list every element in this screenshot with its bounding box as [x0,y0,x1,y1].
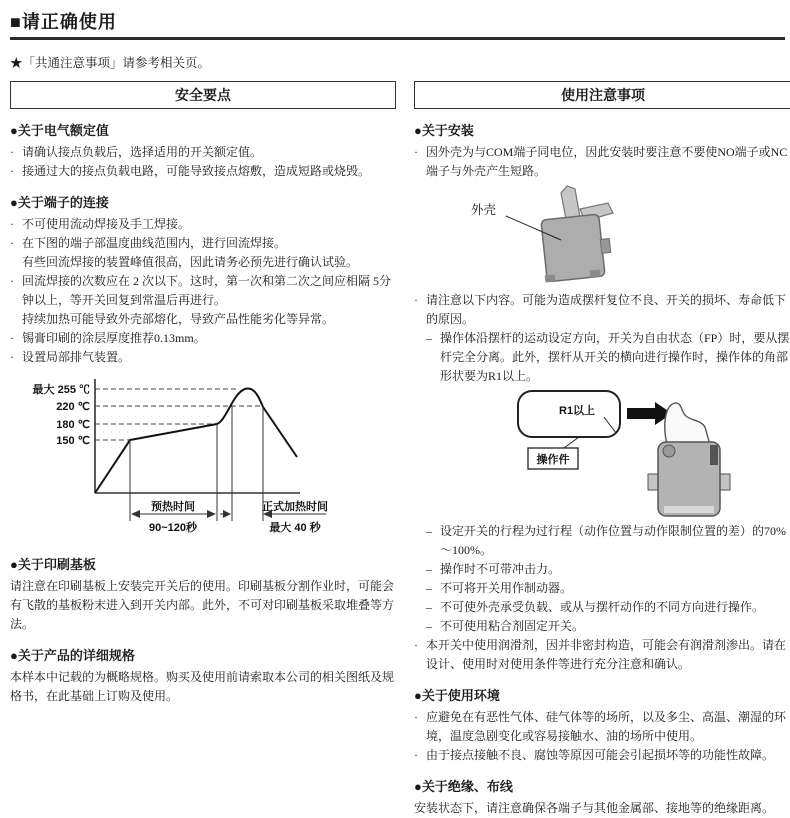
dash-icon: – [426,562,432,576]
list-item-text: 不可使外壳承受负载、或从与摆杆动作的不同方向进行操作。 [440,600,765,614]
dash-icon: – [426,581,432,595]
section-heading-terminal [10,192,396,211]
list-item-text: 应避免在有恶性气体、硅气体等的场所，以及多尘、高温、潮湿的环境，温度急剧变化或容易接触水、油的场所中使用。 [426,710,787,743]
spec-body-text: 本样本中记载的为概略规格。购买及使用前请索取本公司的相关图纸及规格书，在此基础上订购及使用。 [10,670,395,703]
bullet-icon: · [10,217,14,231]
list-item [414,636,790,674]
y-tick-255: 最大 255 ℃ [32,384,90,396]
arrow-right-icon [223,510,231,518]
arrow-left-icon [131,510,140,518]
two-column-layout [10,81,790,818]
bullet-icon: · [10,164,14,178]
actuator-label: 操作件 [536,454,570,466]
y-tick-180: 180 ℃ [56,419,90,431]
section-title: 关于绝缘、布线 [421,779,513,794]
list-item-dash [414,522,790,560]
list-item-text: 不可使用流动焊接及手工焊接。 [22,217,191,231]
section-title: 关于使用环境 [421,688,500,703]
safety-column [10,81,396,818]
list-item-dash [414,617,790,636]
section-heading-insulation [414,776,790,795]
temperature-curve [95,388,297,493]
bullet-icon: · [414,145,418,159]
section-heading-rating [10,120,396,139]
bullet-icon: · [10,236,14,250]
arrow-right-icon [207,510,216,518]
list-item-text: 接通过大的接点负载电路，可能导致接点熔敷，造成短路或烧毁。 [22,164,371,178]
section-marker-icon: ● [414,688,422,703]
bullet-icon: · [10,350,14,364]
list-item-text: 锡膏印刷的涂层厚度推荐0.13mm。 [22,331,206,345]
list-item [414,143,790,181]
y-tick-220: 220 ℃ [56,401,90,413]
dash-icon: – [426,524,432,538]
list-item-text: 不可使用粘合剂固定开关。 [440,619,585,633]
common-precautions-note: ★「共通注意事项」请参考相关页。 [10,56,211,70]
reflow-temperature-chart [4,373,339,543]
pcb-body-text: 请注意在印刷基板上安装完开关后的使用。印刷基板分割作业时，可能会有飞散的基板粉末进入到开关内部。此外，不可对印刷基板采取堆叠等方法。 [10,579,395,631]
list-item-text: 在下图的端子部温度曲线范围内，进行回流焊接。 [22,236,287,250]
switch-lever [561,186,580,219]
section-marker-icon: ● [10,648,18,663]
list-item [10,348,396,367]
section-title: 关于印刷基板 [17,557,96,572]
section-marker-icon: ● [414,779,422,794]
list-item [414,708,790,746]
list-item-dash [414,598,790,617]
main-heat-time-label: 最大 40 秒 [269,522,321,534]
usage-column [414,81,790,818]
r1-min-label: R1以上 [559,405,596,417]
section-title: 关于端子的连接 [17,195,109,210]
section-title: 关于安装 [421,123,474,138]
section-heading-pcb [10,554,396,573]
insulation-body-text: 安装状态下，请注意确保各端子与其他金属部、接地等的绝缘距离。 [414,801,775,815]
detector-switch-illustration [541,186,613,283]
list-item [10,329,396,348]
dash-icon: – [426,600,432,614]
housing-label: 外壳 [471,203,497,217]
bullet-icon: · [10,274,14,288]
section-heading-spec [10,645,396,664]
list-item-text: 操作体沿摆杆的运动设定方向，开关为自由状态（FP）时，要从摆杆完全分离。此外，摆杆从开关的横向进行操作时，操作体的角部形状要为R1以上。 [440,331,790,383]
preheat-time-label: 90~120秒 [148,522,198,534]
usage-box-title: 使用注意事项 [414,81,790,109]
bullet-icon: · [10,145,14,159]
section-title: 关于产品的详细规格 [17,648,135,663]
list-item-text: 操作时不可带冲击力。 [440,562,561,576]
page-title [10,8,785,40]
bullet-icon: · [414,293,418,307]
bullet-icon: · [414,748,418,762]
list-item-dash [414,560,790,579]
list-item-dash [414,329,790,386]
list-item-text: 设定开关的行程为过行程（动作位置与动作限制位置的差）的70%～100%。 [440,524,786,557]
section-marker-icon: ● [10,123,18,138]
bullet-icon: · [414,638,418,652]
list-item-text: 请确认接点负载后，选择适用的开关额定值。 [22,145,263,159]
actuator-r1-diagram [414,388,790,520]
list-item-text: 因外壳为与COM端子同电位，因此安装时要注意不要使NO端子或NC端子与外壳产生短路。 [426,145,788,178]
list-item-continuation: 持续加热可能导致外壳部熔化，导致产品性能劣化等异常。 [22,312,335,326]
section-marker-icon: ● [414,123,422,138]
preheat-label: 预热时间 [151,501,195,513]
list-item-continuation: 有些回流焊接的装置峰值很高，因此请务必预先进行确认试验。 [22,255,359,269]
list-item-text: 请注意以下内容。可能为造成摆杆复位不良、开关的损坏、寿命低下的原因。 [426,293,787,326]
housing-diagram [414,183,790,289]
list-item-text: 不可将开关用作制动器。 [440,581,573,595]
list-item [10,162,396,181]
list-item-dash [414,579,790,598]
section-title: 关于电气额定值 [17,123,109,138]
page-title-text: 请正确使用 [21,12,117,32]
list-item [10,215,396,234]
list-item [414,291,790,329]
section-marker-icon: ● [10,557,18,572]
y-tick-150: 150 ℃ [56,435,90,447]
main-heat-label: 正式加热时间 [262,501,328,513]
section-heading-mounting [414,120,790,139]
dash-icon: – [426,619,432,633]
title-square-icon: ■ [10,12,22,32]
list-item-text: 由于接点接触不良、腐蚀等原因可能会引起损坏等的功能性故障。 [426,748,775,762]
section-heading-environment [414,685,790,704]
list-item-text: 本开关中使用润滑剂，因并非密封构造，可能会有润滑剂渗出。请在设计、使用时对使用条件等进行充分注意和确认。 [426,638,787,671]
section-marker-icon: ● [10,195,18,210]
list-item [10,143,396,162]
dash-icon: – [426,331,432,345]
bullet-icon: · [414,710,418,724]
list-item [10,234,396,253]
safety-box-title: 安全要点 [10,81,396,109]
bullet-icon: · [10,331,14,345]
list-item [10,272,396,310]
switch-lever [665,403,710,445]
list-item-text: 回流焊接的次数应在 2 次以下。这时，第一次和第二次之间应相隔 5分钟以上，等开关回复到常温后再进行。 [22,274,392,307]
list-item-text: 设置局部排气装置。 [22,350,131,364]
